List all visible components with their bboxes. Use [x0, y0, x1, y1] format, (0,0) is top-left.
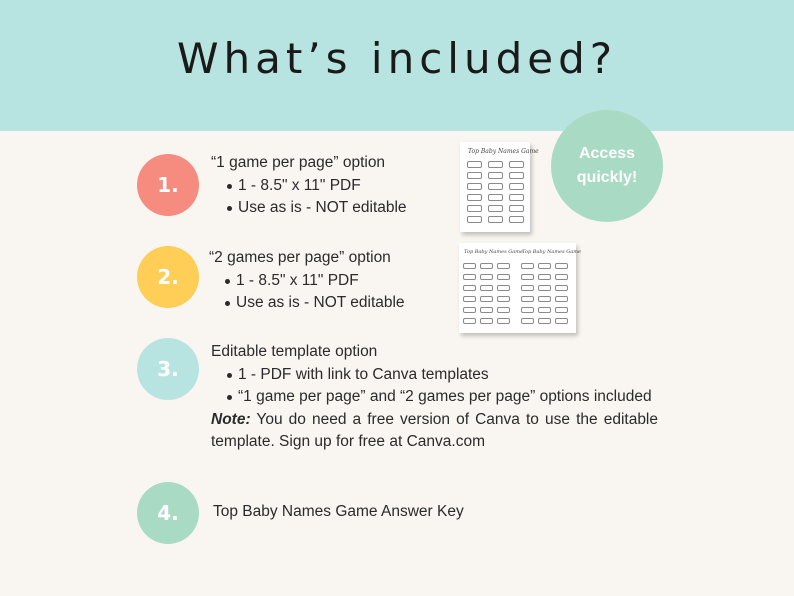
preview-answer-box — [488, 183, 503, 190]
item-3 — [211, 341, 658, 454]
preview-answer-box — [463, 263, 476, 269]
preview-two-per-page — [459, 243, 581, 333]
preview-answer-box — [467, 172, 482, 179]
preview-sheet-title: Top Baby Names Game — [464, 249, 523, 255]
preview-answer-box — [467, 216, 482, 223]
preview-answer-box — [497, 285, 510, 291]
preview-answer-box — [463, 318, 476, 324]
preview-answer-box — [480, 318, 493, 324]
preview-answer-box — [467, 183, 482, 190]
preview-answer-box — [555, 296, 568, 302]
preview-answer-box — [555, 274, 568, 280]
item-3-note — [211, 409, 658, 454]
bullet-icon — [225, 301, 230, 306]
item-1-title: “1 game per page” option — [211, 154, 386, 171]
preview-answer-box — [538, 296, 551, 302]
preview-answer-box — [538, 263, 551, 269]
preview-one-per-page — [460, 142, 539, 232]
preview-answer-box — [480, 307, 493, 313]
item-2-bullet-2: Use as is - NOT editable — [209, 292, 405, 315]
preview-answer-box — [467, 205, 482, 212]
access-badge-line-2: quickly! — [576, 169, 638, 186]
preview-answer-box — [463, 296, 476, 302]
preview-sheet-title: Top Baby Names Game — [468, 148, 539, 155]
preview-answer-box — [521, 296, 534, 302]
number-circle-2: 2. — [137, 246, 199, 308]
preview-answer-box — [463, 285, 476, 291]
preview-answer-box — [538, 307, 551, 313]
item-1-bullet-1: 1 - 8.5" x 11" PDF — [211, 175, 407, 198]
preview-answer-box — [509, 183, 524, 190]
number-circle-1: 1. — [137, 154, 199, 216]
preview-answer-box — [521, 274, 534, 280]
preview-answer-box — [497, 263, 510, 269]
preview-answer-box — [497, 274, 510, 280]
access-badge-line-1: Access — [578, 145, 636, 162]
preview-answer-box — [463, 274, 476, 280]
bullet-icon — [227, 373, 232, 378]
preview-answer-box — [521, 307, 534, 313]
preview-answer-box — [555, 263, 568, 269]
preview-answer-box — [480, 296, 493, 302]
note-text: You do need a free version of Canva to use the editable template. Sign up for free at Canva.com — [211, 410, 658, 450]
bullet-icon — [227, 395, 232, 400]
item-4 — [213, 501, 464, 524]
preview-answer-box — [480, 285, 493, 291]
page-title: What’s included? — [176, 34, 618, 83]
item-1 — [211, 152, 407, 220]
item-3-bullet-1: 1 - PDF with link to Canva templates — [211, 364, 658, 387]
preview-answer-box — [509, 205, 524, 212]
preview-answer-box — [497, 307, 510, 313]
preview-answer-box — [509, 216, 524, 223]
bullet-icon — [227, 206, 232, 211]
preview-answer-box — [555, 318, 568, 324]
preview-answer-box — [521, 318, 534, 324]
access-quickly-badge — [551, 110, 663, 222]
preview-answer-box — [538, 285, 551, 291]
preview-answer-box — [488, 194, 503, 201]
item-2-bullet-1: 1 - 8.5" x 11" PDF — [209, 270, 405, 293]
number-circle-3: 3. — [137, 338, 199, 400]
item-1-bullet-2: Use as is - NOT editable — [211, 197, 407, 220]
preview-answer-box — [538, 318, 551, 324]
preview-answer-box — [521, 285, 534, 291]
item-3-title: Editable template option — [211, 343, 378, 360]
preview-answer-box — [509, 161, 524, 168]
bullet-icon — [227, 184, 232, 189]
preview-answer-box — [555, 307, 568, 313]
preview-answer-box — [463, 307, 476, 313]
item-2-title: “2 games per page” option — [209, 249, 391, 266]
note-label: Note: — [211, 410, 251, 428]
preview-answer-box — [509, 194, 524, 201]
preview-answer-box — [555, 285, 568, 291]
preview-answer-box — [488, 216, 503, 223]
item-4-title: Top Baby Names Game Answer Key — [213, 503, 464, 520]
item-3-bullet-2: “1 game per page” and “2 games per page” options included — [211, 386, 658, 409]
number-circle-4: 4. — [137, 482, 199, 544]
item-2 — [209, 247, 405, 315]
bullet-icon — [225, 279, 230, 284]
preview-answer-box — [467, 194, 482, 201]
preview-answer-box — [497, 318, 510, 324]
preview-answer-box — [521, 263, 534, 269]
header-banner — [0, 0, 794, 131]
preview-answer-box — [480, 274, 493, 280]
preview-answer-box — [467, 161, 482, 168]
preview-answer-box — [480, 263, 493, 269]
preview-answer-box — [538, 274, 551, 280]
preview-answer-box — [497, 296, 510, 302]
preview-answer-box — [509, 172, 524, 179]
preview-answer-box — [488, 205, 503, 212]
preview-sheet-title: Top Baby Names Game — [522, 249, 581, 255]
preview-answer-box — [488, 172, 503, 179]
preview-answer-box — [488, 161, 503, 168]
